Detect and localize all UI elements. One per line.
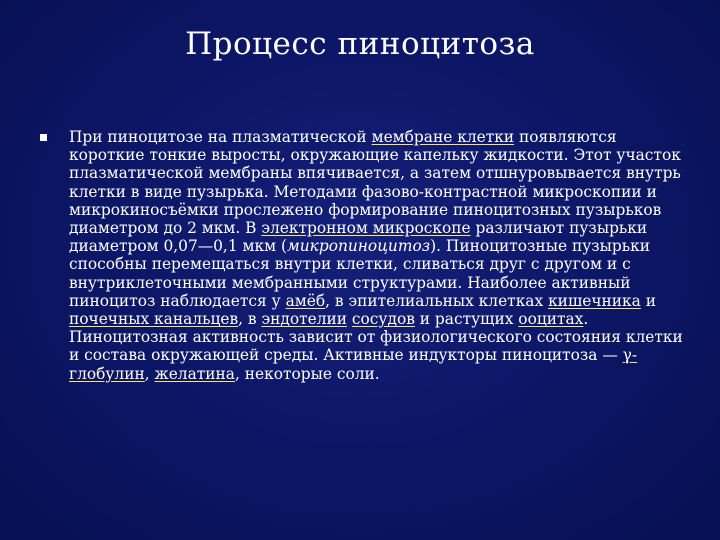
link-oocytes[interactable]: ооцитах (518, 310, 584, 329)
text-run: , некоторые соли. (234, 364, 380, 383)
text-run: , в (238, 310, 262, 329)
text-run: , в эпителиальных клетках (325, 291, 549, 310)
slide-title: Процесс пиноцитоза (185, 26, 535, 62)
link-renal-tubules[interactable]: почечных канальцев (69, 310, 239, 329)
text-run: При пиноцитозе на плазматической (69, 128, 372, 146)
text-run: , (144, 364, 155, 383)
italic-term: микропиноцитоз (286, 237, 431, 256)
text-run: . Пиноцитозная активность зависит от физиологического состояния клетки и состава окружающей среды. Активные индукторы пиноцитоза — (69, 310, 683, 365)
text-run: и (640, 291, 656, 310)
link-gelatin[interactable]: желатина (154, 364, 235, 383)
text-run: появляются короткие тонкие выросты, окружающие капельку жидкости. Этот участок плазматической мембраны впячивается, а затем отшнуровывается внутрь клетки в виде пузырька. Методами фазово-контрастной микроскопии и микрокиносъёмки прослежено формирование пиноцитозных пузырьков диаметром до 2 мкм. В (69, 128, 681, 238)
link-amoeba[interactable]: амёб (285, 291, 326, 310)
link-gamma-globulin[interactable]: γ-глобулин (69, 346, 638, 383)
body-paragraph (69, 128, 690, 383)
slide-content (40, 128, 690, 398)
link-intestine[interactable]: кишечника (548, 291, 641, 310)
link-cell-membrane[interactable]: мембране клетки (371, 128, 515, 146)
link-electron-microscope[interactable]: электронном микроскопе (261, 219, 471, 238)
text-run: ). Пиноцитозные пузырьки способны перемещаться внутри клетки, сливаться друг с другом и с внутриклеточными мембранными структурами. Наиболее активный пиноцитоз наблюдается у (69, 237, 651, 310)
text-run: и растущих (414, 310, 519, 329)
link-endothelium[interactable]: эндотелии (261, 310, 348, 329)
text-run: различают пузырьки диаметром 0,07—0,1 мкм ( (69, 219, 648, 256)
link-vessels[interactable]: сосудов (351, 310, 415, 329)
square-bullet-icon (40, 134, 47, 141)
